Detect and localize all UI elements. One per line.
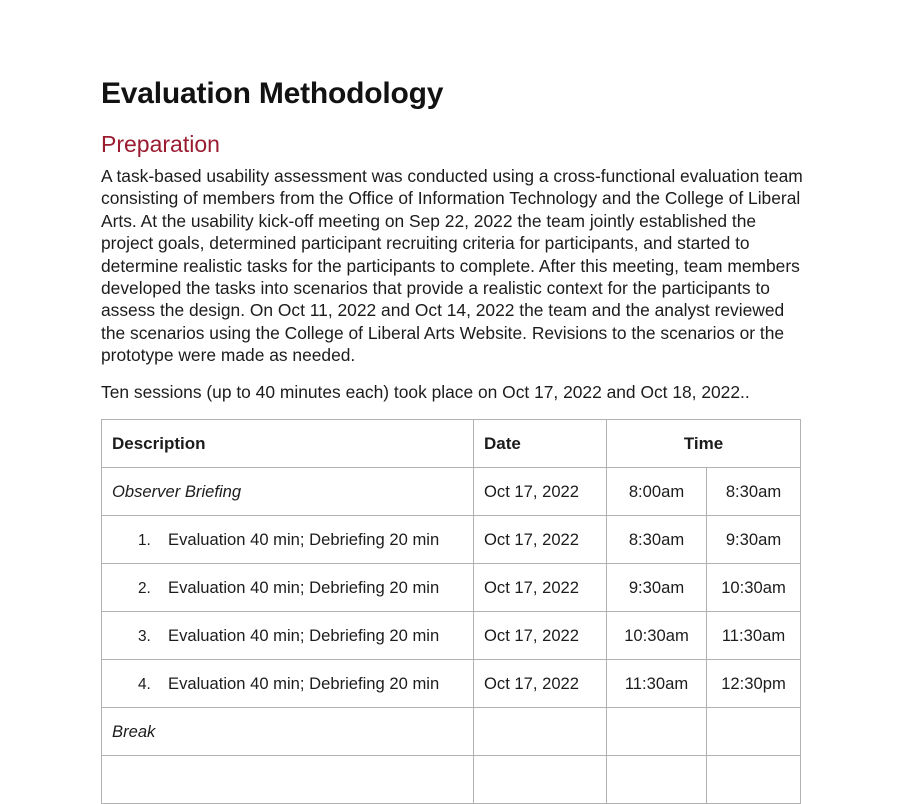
- numbered-item: [112, 674, 463, 694]
- row-description: Evaluation 40 min; Debriefing 20 min: [168, 673, 440, 693]
- row-number: 4.: [138, 675, 151, 693]
- numbered-item: [112, 530, 463, 550]
- cell-description: [102, 660, 474, 708]
- cell-start-time: [607, 756, 707, 804]
- cell-date: Oct 17, 2022: [474, 468, 607, 516]
- cell-start-time: 9:30am: [607, 564, 707, 612]
- table-row: [102, 708, 801, 756]
- table-header: [102, 420, 801, 468]
- numbered-item: [112, 578, 463, 598]
- cell-end-time: 11:30am: [707, 612, 801, 660]
- row-label: Break: [112, 721, 156, 741]
- cell-description: [102, 516, 474, 564]
- schedule-table: [101, 419, 801, 804]
- column-header-date: Date: [474, 420, 607, 468]
- schedule-table-container: [101, 403, 814, 804]
- table-row: [102, 564, 801, 612]
- numbered-item: [112, 626, 463, 646]
- cell-date: Oct 17, 2022: [474, 612, 607, 660]
- table-row: [102, 516, 801, 564]
- cell-end-time: 9:30am: [707, 516, 801, 564]
- paragraph-preparation-description: A task-based usability assessment was conducted using a cross-functional evaluation team consisting of members from the Office of Information Technology and the College of Liberal Arts. At the usability kick-off meeting on Sep 22, 2022 the team jointly established the project goals, determined participant recruiting criteria for participants, and started to determine realistic tasks for the participants to complete. After this meeting, team members developed the tasks into scenarios that provide a realistic context for the participants to assess the design. On Oct 11, 2022 and Oct 14, 2022 the team and the analyst reviewed the scenarios using the College of Liberal Arts Website. Revisions to the scenarios or the prototype were made as needed.: [101, 166, 803, 366]
- cell-date: Oct 17, 2022: [474, 660, 607, 708]
- cell-end-time: [707, 756, 801, 804]
- table-row: [102, 660, 801, 708]
- cell-description: [102, 612, 474, 660]
- table-row: [102, 756, 801, 804]
- row-number: 1.: [138, 531, 151, 549]
- cell-start-time: 11:30am: [607, 660, 707, 708]
- cell-end-time: 8:30am: [707, 468, 801, 516]
- cell-description: [102, 756, 474, 804]
- cell-description: [102, 468, 474, 516]
- paragraph-sessions-summary: Ten sessions (up to 40 minutes each) took place on Oct 17, 2022 and Oct 18, 2022..: [101, 381, 750, 402]
- cell-date: Oct 17, 2022: [474, 516, 607, 564]
- cell-start-time: 8:00am: [607, 468, 707, 516]
- table-body: [102, 468, 801, 804]
- section-heading-preparation: Preparation: [101, 131, 220, 157]
- cell-start-time: 10:30am: [607, 612, 707, 660]
- row-description: Evaluation 40 min; Debriefing 20 min: [168, 529, 440, 549]
- cell-start-time: 8:30am: [607, 516, 707, 564]
- cell-start-time: [607, 708, 707, 756]
- table-row: [102, 468, 801, 516]
- row-description: Evaluation 40 min; Debriefing 20 min: [168, 577, 440, 597]
- cell-end-time: [707, 708, 801, 756]
- cell-description: [102, 564, 474, 612]
- cell-description: [102, 708, 474, 756]
- row-number: 2.: [138, 579, 151, 597]
- cell-date: [474, 756, 607, 804]
- row-number: 3.: [138, 627, 151, 645]
- cell-end-time: 10:30am: [707, 564, 801, 612]
- column-header-time: Time: [607, 420, 801, 468]
- column-header-description: Description: [102, 420, 474, 468]
- page-title: Evaluation Methodology: [101, 77, 444, 110]
- cell-end-time: 12:30pm: [707, 660, 801, 708]
- table-row: [102, 612, 801, 660]
- cell-date: [474, 708, 607, 756]
- row-description: Evaluation 40 min; Debriefing 20 min: [168, 625, 440, 645]
- table-header-row: [102, 420, 801, 468]
- cell-date: Oct 17, 2022: [474, 564, 607, 612]
- row-label: Observer Briefing: [112, 481, 242, 501]
